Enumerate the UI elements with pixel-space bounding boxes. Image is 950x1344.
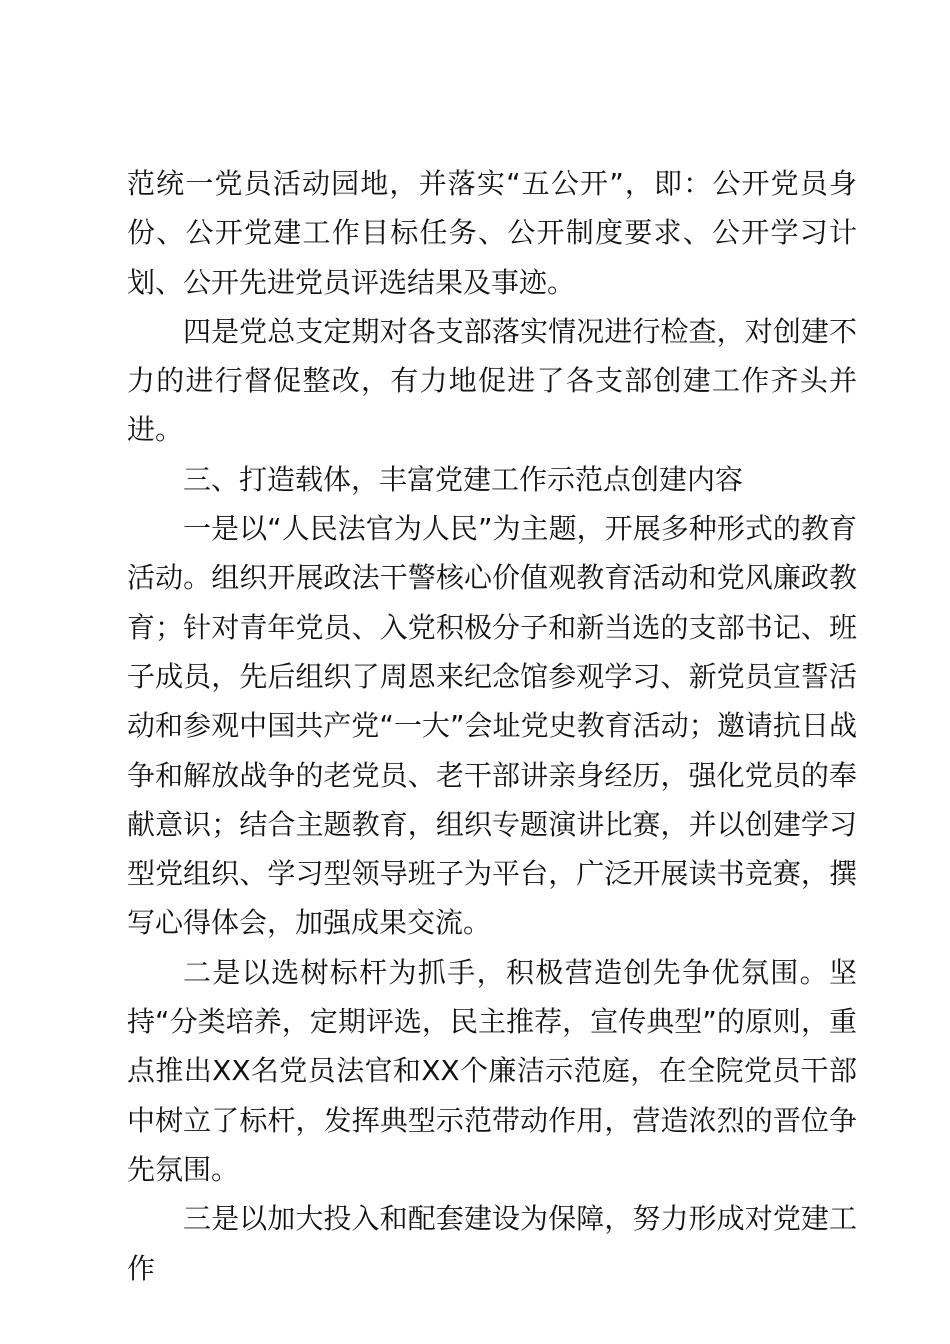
paragraph-education-activities: 一是以“人民法官为人民”为主题，开展多种形式的教育活动。组织开展政法干警核心价值观教育活动和党风廉政教育；针对青年党员、入党积极分子和新当选的支部书记、班子成员，先后组织了周恩来纪念馆参观学习、新党员宣誓活动和参观中国共产党“一大”会址党史教育活动；邀请抗日战争和解放战争的老党员、老干部讲亲身经历，强化党员的奉献意识；结合主题教育，组织专题演讲比赛，并以创建学习型党组织、学习型领导班子为平台，广泛开展读书竞赛，撰写心得体会，加强成果交流。 <box>127 512 857 940</box>
paragraph-five-publicities: 范统一党员活动园地，并落实“五公开”，即：公开党员身份、公开党建工作目标任务、公开制度要求、公开学习计划、公开先进党员评选结果及事迹。 <box>127 167 857 299</box>
paragraph-inspection: 四是党总支定期对各支部落实情况进行检查，对创建不力的进行督促整改，有力地促进了各支部创建工作齐头并进。 <box>127 314 857 447</box>
paragraph-role-models: 二是以选树标杆为抓手，积极营造创先争优氛围。坚持“分类培养，定期评选，民主推荐，宣传典型”的原则，重点推出XX名党员法官和XX个廉洁示范庭，在全院党员干部中树立了标杆，发挥典型示范带动作用，营造浓烈的晋位争先氛围。 <box>127 955 857 1186</box>
paragraph-investment: 三是以加大投入和配套建设为保障，努力形成对党建工作 <box>127 1202 857 1285</box>
section-heading-three: 三、打造载体，丰富党建工作示范点创建内容 <box>183 462 744 496</box>
document-body <box>127 159 857 1293</box>
